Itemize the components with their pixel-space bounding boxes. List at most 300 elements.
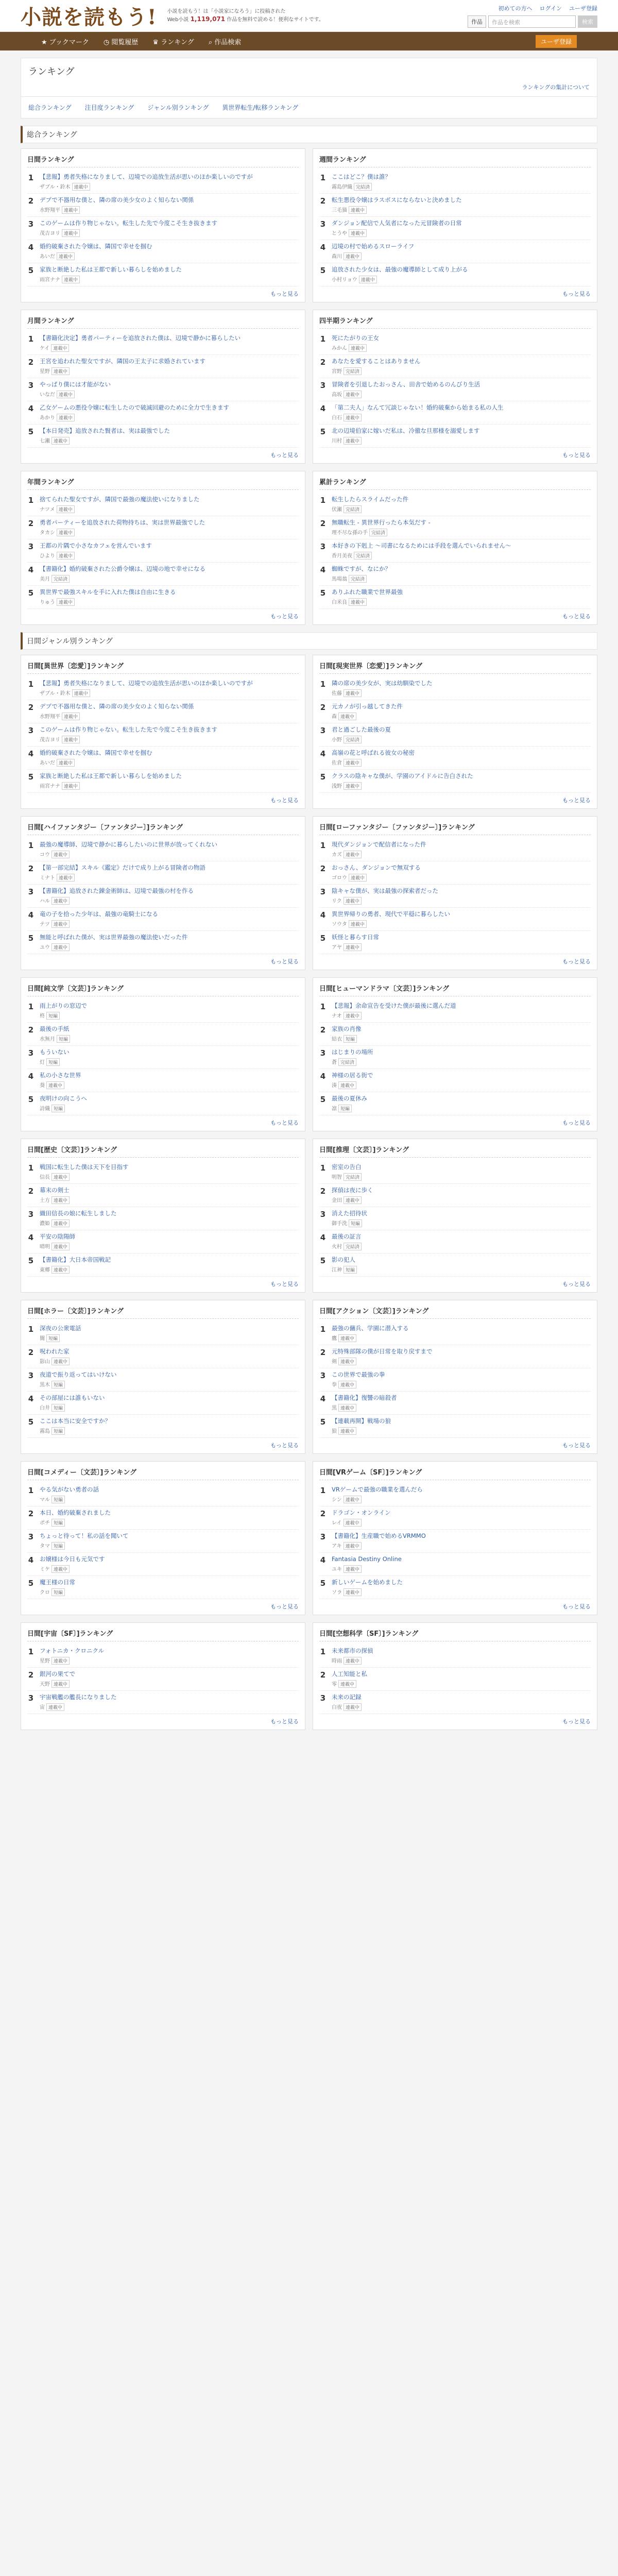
rank-number: 3 xyxy=(28,542,34,551)
status-badge: 連載中 xyxy=(344,1657,362,1665)
author-link[interactable]: 黒 xyxy=(332,1405,337,1411)
novel-title-link[interactable]: 転生したらスライムだった件 xyxy=(332,496,409,503)
ranking-tabs xyxy=(21,97,597,118)
author-link[interactable]: 影山 xyxy=(40,1359,50,1365)
novel-title-link[interactable]: 【連載再開】戦場の狼 xyxy=(332,1417,391,1425)
author-link[interactable]: レイ xyxy=(332,1520,342,1526)
author-link[interactable]: 霧島伊織 xyxy=(332,184,352,190)
more-link[interactable]: もっと見る xyxy=(562,958,591,965)
novel-title-link[interactable]: 乙女ゲームの悪役令嬢に転生したので破滅回避のために全力で生きます xyxy=(40,404,229,411)
more-link[interactable]: もっと見る xyxy=(270,1442,299,1449)
author-link[interactable]: 灯 xyxy=(40,1060,45,1065)
ranking-item xyxy=(319,1576,591,1599)
novel-title-link[interactable]: 【書籍化】復讐の暗殺者 xyxy=(332,1394,397,1401)
novel-title-link[interactable]: 神様の居る街で xyxy=(332,1072,373,1079)
author-link[interactable]: 森 xyxy=(332,714,337,720)
novel-title-link[interactable]: 妖怪と暮らす日常 xyxy=(332,934,379,941)
status-badge: 連載中 xyxy=(52,943,70,951)
author-link[interactable]: 黒木 xyxy=(40,1382,50,1388)
ranking-item xyxy=(319,677,591,700)
rank-number: 2 xyxy=(28,519,34,528)
novel-title-link[interactable]: 現代ダンジョンで配信者になった件 xyxy=(332,841,426,848)
author-link[interactable]: 美月 xyxy=(40,577,50,582)
author-link[interactable]: 馬場翁 xyxy=(332,577,347,582)
more-link[interactable]: もっと見る xyxy=(562,291,591,297)
author-link[interactable]: ザブル・鈴木 xyxy=(40,691,71,697)
novel-meta xyxy=(332,551,591,560)
author-link[interactable]: ザブル・鈴木 xyxy=(40,184,71,190)
novel-title-link[interactable]: 宇宙戦艦の艦長になりました xyxy=(40,1693,117,1701)
author-link[interactable]: テツ xyxy=(40,922,50,927)
novel-title-link[interactable]: 【書籍化】追放された錬金術師は、辺境で最強の村を作る xyxy=(40,887,194,894)
author-link[interactable]: 香月美夜 xyxy=(332,553,352,559)
novel-title-link[interactable]: 戦国に転生した僕は天下を目指す xyxy=(40,1163,129,1171)
novel-title-link[interactable]: 【本日発売】追放された賢者は、実は最強でした xyxy=(40,427,170,434)
novel-title-link[interactable]: ドラゴン・オンライン xyxy=(332,1509,391,1516)
novel-title-link[interactable]: 魔王様の日常 xyxy=(40,1579,75,1586)
rank-number: 4 xyxy=(28,1394,34,1403)
status-badge: 短編 xyxy=(52,1542,65,1550)
novel-title-link[interactable]: 元特殊部隊の僕が日常を取り戻すまで xyxy=(332,1348,433,1355)
status-badge: 完結済 xyxy=(344,1243,362,1250)
author-link[interactable]: 宮野 xyxy=(332,369,342,375)
novel-title-link[interactable]: あなたを愛することはありません xyxy=(332,358,421,365)
author-link[interactable]: ハル xyxy=(40,899,50,904)
novel-title-link[interactable]: 深夜の公衆電話 xyxy=(40,1325,81,1332)
author-link[interactable]: 白石 xyxy=(332,415,342,421)
status-badge: 連載中 xyxy=(52,1196,70,1204)
novel-title-link[interactable]: 【悲報】勇者失格になりまして、辺境での追放生活が思いのほか楽しいのですが xyxy=(40,173,253,180)
more-link[interactable]: もっと見る xyxy=(562,1603,591,1610)
rank-number: 3 xyxy=(28,1210,34,1219)
ranking-item xyxy=(27,1161,299,1184)
novel-title-link[interactable]: このゲームは作り物じゃない。転生した先で今度こそ生き抜きます xyxy=(40,219,217,227)
novel-title-link[interactable]: フォトニカ・クロニクル xyxy=(40,1647,105,1654)
ranking-item xyxy=(27,1668,299,1691)
more-link[interactable]: もっと見る xyxy=(270,291,299,297)
novel-title-link[interactable]: 夜道で振り返ってはいけない xyxy=(40,1371,117,1378)
author-link[interactable]: タマ xyxy=(40,1544,50,1549)
author-link[interactable]: 詩織 xyxy=(40,1106,50,1112)
author-link[interactable]: ミナト xyxy=(40,875,55,881)
author-link[interactable]: 伏瀬 xyxy=(332,507,342,513)
novel-title-link[interactable]: 「第二夫人」なんて冗談じゃない！婚約破棄から始まる私の人生 xyxy=(332,404,504,411)
status-badge: 連載中 xyxy=(359,276,377,283)
novel-title-link[interactable]: 君と過ごした最後の夏 xyxy=(332,726,391,733)
novel-title-link[interactable]: 【書籍化】生産職で始めるVRMMO xyxy=(332,1532,426,1539)
status-badge: 連載中 xyxy=(52,437,70,445)
author-link[interactable]: 三毛猫 xyxy=(332,208,347,213)
author-link[interactable]: ナオ xyxy=(332,1013,342,1019)
author-link[interactable]: とうや xyxy=(332,231,347,236)
novel-meta xyxy=(332,436,591,445)
link-beginners[interactable]: 初めての方へ xyxy=(498,5,533,12)
novel-title-link[interactable]: 王都の片隅で小さなカフェを営んでいます xyxy=(40,542,152,549)
author-link[interactable]: 拳 xyxy=(332,1382,337,1388)
author-link[interactable]: カズ xyxy=(332,852,342,858)
novel-title-link[interactable]: Fantasia Destiny Online xyxy=(332,1555,402,1563)
novel-meta xyxy=(40,920,299,928)
novel-title-link[interactable]: ダンジョン配信で人気者になった元冒険者の日常 xyxy=(332,219,462,227)
novel-title-link[interactable]: 最強の魔導師、辺境で静かに暮らしたいのに世界が放ってくれない xyxy=(40,841,217,848)
novel-meta xyxy=(332,206,591,214)
novel-title-link[interactable]: 呪われた家 xyxy=(40,1348,70,1355)
novel-title-link[interactable]: デブで不器用な僕と、隣の席の美少女のよく知らない関係 xyxy=(40,196,194,204)
author-link[interactable]: 湊 xyxy=(332,1083,337,1089)
novel-title-link[interactable]: 最後の手紙 xyxy=(40,1025,70,1032)
novel-title-link[interactable]: 【悲報】勇者失格になりまして、辺境での追放生活が思いのほか楽しいのですが xyxy=(40,680,253,687)
author-link[interactable]: ユキ xyxy=(332,1567,342,1572)
author-link[interactable]: ポチ xyxy=(40,1520,50,1526)
novel-title-link[interactable]: 家族と断絶した私は王都で新しい暮らしを始めました xyxy=(40,772,182,779)
rank-number: 5 xyxy=(320,1417,326,1427)
novel-meta xyxy=(332,1680,591,1688)
novel-title-link[interactable]: 幕末の剣士 xyxy=(40,1187,70,1194)
author-link[interactable]: 理不尽な孫の手 xyxy=(332,530,368,536)
novel-title-link[interactable]: 竜の子を拾った少年は、最強の竜騎士になる xyxy=(40,910,158,918)
author-link[interactable]: ミケ xyxy=(40,1567,50,1572)
author-link[interactable]: あいだ xyxy=(40,254,55,260)
novel-title-link[interactable]: 蜘蛛ですが、なにか？ xyxy=(332,565,391,572)
novel-title-link[interactable]: 元カノが引っ越してきた件 xyxy=(332,703,403,710)
author-link[interactable]: 零 xyxy=(332,1682,337,1687)
author-link[interactable]: 水野翔平 xyxy=(40,714,60,720)
novel-title-link[interactable]: やる気がない勇者の話 xyxy=(40,1486,99,1493)
author-link[interactable]: 剣 xyxy=(332,1359,337,1365)
novel-title-link[interactable]: 婚約破棄された令嬢は、隣国で幸せを掴む xyxy=(40,243,152,250)
status-badge: 連載中 xyxy=(344,252,362,260)
author-link[interactable]: シン xyxy=(332,1497,342,1503)
novel-title-link[interactable]: 織田信長の娘に転生しました xyxy=(40,1210,117,1217)
author-link[interactable]: 星野 xyxy=(40,369,50,375)
author-link[interactable]: 結衣 xyxy=(332,1037,342,1042)
author-link[interactable]: マル xyxy=(40,1497,50,1503)
novel-meta xyxy=(332,943,591,951)
rank-number: 4 xyxy=(320,1072,326,1081)
author-link[interactable]: ソラ xyxy=(332,1590,342,1596)
ranking-item xyxy=(27,332,299,355)
novel-title-link[interactable]: 勇者パーティーを追放された荷物持ちは、実は世界最強でした xyxy=(40,519,205,526)
nav-search[interactable]: ⌕ 作品検索 xyxy=(208,38,242,46)
ranking-item xyxy=(27,1553,299,1576)
novel-meta xyxy=(332,1357,591,1365)
novel-title-link[interactable]: 新しいゲームを始めました xyxy=(332,1579,403,1586)
novel-title-link[interactable]: 王宮を追われた聖女ですが、隣国の王太子に求婚されています xyxy=(40,358,205,365)
author-link[interactable]: りゅう xyxy=(40,600,55,605)
novel-title-link[interactable]: 冒険者を引退したおっさん、田舎で始めるのんびり生活 xyxy=(332,381,480,388)
author-link[interactable]: 白井 xyxy=(40,1405,50,1411)
author-link[interactable]: 明智 xyxy=(332,1175,342,1180)
novel-title-link[interactable]: 【書籍化】婚約破棄された公爵令嬢は、辺境の地で幸せになる xyxy=(40,565,205,572)
novel-title-link[interactable]: 【書籍化】大日本帝国戦記 xyxy=(40,1256,111,1263)
novel-title-link[interactable]: 密室の告白 xyxy=(332,1163,362,1171)
author-link[interactable]: 宙 xyxy=(40,1705,45,1710)
author-link[interactable]: 金田 xyxy=(332,1198,342,1204)
author-link[interactable]: アキ xyxy=(332,1544,342,1549)
novel-title-link[interactable]: もういない xyxy=(40,1048,70,1056)
novel-title-link[interactable]: 本好きの下剋上 〜司書になるためには手段を選んでいられません〜 xyxy=(332,542,511,549)
more-link[interactable]: もっと見る xyxy=(270,797,299,804)
more-link[interactable]: もっと見る xyxy=(270,1718,299,1725)
author-link[interactable]: 東郷 xyxy=(40,1267,50,1273)
search-input[interactable]: 作品を検索 xyxy=(488,15,576,28)
site-logo[interactable]: 小説を読もう! xyxy=(21,5,157,29)
author-link[interactable]: 御手洗 xyxy=(332,1221,347,1227)
novel-title-link[interactable]: 異世界で最強スキルを手に入れた僕は自由に生きる xyxy=(40,588,176,596)
novel-title-link[interactable]: 無職転生 - 異世界行ったら本気だす - xyxy=(332,519,431,526)
novel-meta xyxy=(332,275,591,283)
novel-title-link[interactable]: 【第一部完結】スキル《鑑定》だけで成り上がる冒険者の物語 xyxy=(40,864,205,871)
author-link[interactable]: 蒼 xyxy=(332,1060,337,1065)
status-badge: 短編 xyxy=(52,1427,65,1435)
more-link[interactable]: もっと見る xyxy=(562,1718,591,1725)
ranking-item xyxy=(27,1345,299,1368)
author-link[interactable]: 凛 xyxy=(332,1106,337,1112)
novel-title-link[interactable]: 追放された少女は、最強の魔導師として成り上がる xyxy=(332,266,468,273)
author-link[interactable]: 天野 xyxy=(40,1682,50,1687)
ranking-item xyxy=(319,723,591,747)
author-link[interactable]: 茂吉ヨリ xyxy=(40,737,60,743)
author-link[interactable]: 雨宮ナナ xyxy=(40,277,60,283)
rank-number: 3 xyxy=(320,726,326,735)
novel-meta xyxy=(40,1081,299,1089)
author-link[interactable]: 土方 xyxy=(40,1198,50,1204)
status-badge: 短編 xyxy=(349,1219,362,1227)
status-badge: 連載中 xyxy=(344,1012,362,1020)
tab-overall[interactable]: 総合ランキング xyxy=(28,104,72,111)
more-link[interactable]: もっと見る xyxy=(270,1120,299,1126)
user-register-button[interactable]: ユーザ登録 xyxy=(536,35,577,48)
rank-number: 3 xyxy=(28,381,34,390)
author-link[interactable]: 葵 xyxy=(40,1083,45,1089)
page-header xyxy=(21,58,597,97)
author-link[interactable]: ユウ xyxy=(40,945,50,951)
rank-number: 4 xyxy=(320,910,326,920)
more-link[interactable]: もっと見る xyxy=(562,613,591,620)
author-link[interactable]: 小村リョウ xyxy=(332,277,357,283)
novel-title-link[interactable]: この世界で最強の拳 xyxy=(332,1371,385,1378)
more-link[interactable]: もっと見る xyxy=(562,1442,591,1449)
novel-title-link[interactable]: 無能と呼ばれた僕が、実は世界最強の魔法使いだった件 xyxy=(40,934,188,941)
ranking-item xyxy=(27,700,299,723)
nav-history[interactable]: ◷ 閲覧履歴 xyxy=(103,38,139,46)
novel-title-link[interactable]: ちょっと待って！私の話を聞いて xyxy=(40,1532,129,1539)
author-link[interactable]: ケイ xyxy=(40,346,50,351)
novel-title-link[interactable]: はじまりの場所 xyxy=(332,1048,373,1056)
tab-isekai[interactable]: 異世界転生/転移ランキング xyxy=(222,104,299,111)
status-badge: 連載中 xyxy=(349,344,367,352)
rank-number: 1 xyxy=(28,173,34,182)
novel-title-link[interactable]: 最強の傭兵、学園に潜入する xyxy=(332,1325,409,1332)
author-link[interactable]: 七瀬 xyxy=(40,438,50,444)
novel-meta xyxy=(332,252,591,260)
author-link[interactable]: 雨宮ナナ xyxy=(40,784,60,789)
more-link[interactable]: もっと見る xyxy=(270,1281,299,1287)
author-link[interactable]: 信長 xyxy=(40,1175,50,1180)
novel-meta xyxy=(332,920,591,928)
author-link[interactable]: 川村 xyxy=(332,438,342,444)
novel-title-link[interactable]: 陰キャな僕が、実は最強の探索者だった xyxy=(332,887,438,894)
more-link[interactable]: もっと見る xyxy=(562,1120,591,1126)
rank-number: 2 xyxy=(28,703,34,712)
rank-number: 1 xyxy=(28,841,34,850)
novel-title-link[interactable]: おっさん、ダンジョンで無双する xyxy=(332,864,421,871)
novel-title-link[interactable]: 平安の陰陽師 xyxy=(40,1233,75,1240)
author-link[interactable]: あかり xyxy=(40,415,55,421)
novel-title-link[interactable]: 夜明けの向こうへ xyxy=(40,1095,87,1102)
novel-title-link[interactable]: 本日、婚約破棄されました xyxy=(40,1509,111,1516)
author-link[interactable]: 白米良 xyxy=(332,600,347,605)
author-link[interactable]: みかん xyxy=(332,346,347,351)
author-link[interactable]: 濃姫 xyxy=(40,1221,50,1227)
author-link[interactable]: 高坂 xyxy=(332,392,342,398)
novel-meta xyxy=(40,1058,299,1066)
novel-title-link[interactable]: 最後の証言 xyxy=(332,1233,362,1240)
novel-title-link[interactable]: ここは本当に安全ですか？ xyxy=(40,1417,111,1425)
novel-title-link[interactable]: 雨上がりの窓辺で xyxy=(40,1002,87,1009)
novel-meta xyxy=(332,1427,591,1435)
author-link[interactable]: 星野 xyxy=(40,1658,50,1664)
search-button[interactable]: 検索 xyxy=(578,15,597,28)
status-badge: 連載中 xyxy=(349,920,367,928)
author-link[interactable]: ソウタ xyxy=(332,922,347,927)
author-link[interactable]: 森川 xyxy=(332,254,342,260)
novel-title-link[interactable]: 高嶺の花と呼ばれる彼女の秘密 xyxy=(332,749,415,756)
status-badge: 連載中 xyxy=(72,689,90,697)
rank-number: 1 xyxy=(320,1002,326,1011)
author-link[interactable]: 闇 xyxy=(40,1336,45,1342)
novel-meta xyxy=(332,528,591,536)
status-badge: 完結済 xyxy=(344,736,362,743)
rank-number: 5 xyxy=(320,1095,326,1104)
novel-title-link[interactable]: 捨てられた聖女ですが、隣国で最強の魔法使いになりました xyxy=(40,496,200,503)
author-link[interactable]: 鷹 xyxy=(332,1336,337,1342)
novel-title-link[interactable]: 辺境の村で始めるスローライフ xyxy=(332,243,415,250)
novel-title-link[interactable]: 家族の肖像 xyxy=(332,1025,362,1032)
author-link[interactable]: アヤ xyxy=(332,945,342,951)
rank-number: 4 xyxy=(320,1394,326,1403)
author-link[interactable]: 江神 xyxy=(332,1267,342,1273)
novel-title-link[interactable]: このゲームは作り物じゃない。転生した先で今度こそ生き抜きます xyxy=(40,726,217,733)
novel-title-link[interactable]: 未来都市の探偵 xyxy=(332,1647,373,1654)
status-badge: 連載中 xyxy=(52,1173,70,1181)
novel-title-link[interactable]: 婚約破棄された令嬢は、隣国で幸せを掴む xyxy=(40,749,152,756)
author-link[interactable]: いなだ xyxy=(40,392,55,398)
novel-title-link[interactable]: 影の犯人 xyxy=(332,1256,355,1263)
novel-title-link[interactable]: 【悲報】余命宣告を受けた僕が最後に選んだ道 xyxy=(332,1002,456,1009)
author-link[interactable]: 霧島 xyxy=(40,1429,50,1434)
author-link[interactable]: ゴロウ xyxy=(332,875,347,881)
author-link[interactable]: ナツメ xyxy=(40,507,55,513)
author-link[interactable]: 佐藤 xyxy=(332,691,342,697)
novel-title-link[interactable]: VRゲームで最強の職業を選んだら xyxy=(332,1486,423,1493)
more-link[interactable]: もっと見る xyxy=(562,797,591,804)
more-link[interactable]: もっと見る xyxy=(270,613,299,620)
novel-title-link[interactable]: 死にたがりの王女 xyxy=(332,334,379,342)
author-link[interactable]: 柊 xyxy=(40,1013,45,1019)
status-badge: 連載中 xyxy=(344,391,362,398)
novel-title-link[interactable]: 北の辺境伯家に嫁いだ私は、冷徹な旦那様を溺愛します xyxy=(332,427,480,434)
novel-title-link[interactable]: 異世界帰りの勇者、現代で平穏に暮らしたい xyxy=(332,910,450,918)
tab-genre[interactable]: ジャンル別ランキング xyxy=(147,104,209,111)
author-link[interactable]: 茂吉ヨリ xyxy=(40,231,60,236)
link-login[interactable]: ログイン xyxy=(539,5,562,12)
novel-title-link[interactable]: 転生悪役令嬢はラスボスにならないと決めました xyxy=(332,196,462,204)
author-link[interactable]: 晴明 xyxy=(40,1244,50,1250)
more-link[interactable]: もっと見る xyxy=(270,1603,299,1610)
status-badge: 完結済 xyxy=(369,529,387,536)
author-link[interactable]: 浅野 xyxy=(332,784,342,789)
novel-title-link[interactable]: 探偵は夜に歩く xyxy=(332,1187,373,1194)
novel-title-link[interactable]: 人工知能と私 xyxy=(332,1670,367,1677)
novel-title-link[interactable]: 隣の席の美少女が、実は幼馴染でした xyxy=(332,680,433,687)
status-badge: 短編 xyxy=(57,1035,70,1043)
search-type-select[interactable]: 作品 xyxy=(468,15,486,28)
author-link[interactable]: 水野翔平 xyxy=(40,208,60,213)
novel-title-link[interactable]: ありふれた職業で世界最強 xyxy=(332,588,403,596)
novel-title-link[interactable]: 銀河の果てで xyxy=(40,1670,75,1677)
novel-title-link[interactable]: 【書籍化決定】勇者パーティーを追放された僕は、辺境で静かに暮らしたい xyxy=(40,334,241,342)
ranking-item xyxy=(319,885,591,908)
author-link[interactable]: 小野 xyxy=(332,737,342,743)
author-link[interactable]: リク xyxy=(332,899,342,904)
status-badge: 連載中 xyxy=(344,1565,362,1573)
novel-title-link[interactable]: 最後の夏休み xyxy=(332,1095,367,1102)
nav-bookmark[interactable]: ★ ブックマーク xyxy=(41,38,89,46)
novel-title-link[interactable]: 家族と断絶した私は王都で新しい暮らしを始めました xyxy=(40,266,182,273)
author-link[interactable]: 白夜 xyxy=(332,1705,342,1710)
nav-ranking[interactable]: ♛ ランキング xyxy=(152,38,194,46)
novel-title-link[interactable]: ここはどこ？僕は誰？ xyxy=(332,173,391,180)
novel-title-link[interactable]: 消えた招待状 xyxy=(332,1210,367,1217)
author-link[interactable]: あいだ xyxy=(40,760,55,766)
rank-number: 2 xyxy=(320,1348,326,1357)
author-link[interactable]: クロ xyxy=(40,1590,50,1596)
novel-title-link[interactable]: クラスの陰キャな僕が、学園のアイドルに告白された xyxy=(332,772,473,779)
author-link[interactable]: 佐倉 xyxy=(332,760,342,766)
author-link[interactable]: ひより xyxy=(40,553,55,559)
more-link[interactable]: もっと見る xyxy=(562,452,591,459)
novel-title-link[interactable]: やっぱり僕には才能がない xyxy=(40,381,111,388)
rank-number: 3 xyxy=(320,219,326,229)
status-badge: 連載中 xyxy=(344,1519,362,1527)
header-links xyxy=(499,4,597,12)
author-link[interactable]: 時雨 xyxy=(332,1658,342,1664)
ranking-item xyxy=(27,770,299,793)
ranking-panel-title: 日間[アクション〔文芸〕]ランキング xyxy=(319,1306,591,1319)
link-register[interactable]: ユーザ登録 xyxy=(569,5,597,12)
novel-title-link[interactable]: デブで不器用な僕と、隣の席の美少女のよく知らない関係 xyxy=(40,703,194,710)
novel-title-link[interactable]: 未来の記録 xyxy=(332,1693,362,1701)
rank-number: 4 xyxy=(28,1233,34,1242)
author-link[interactable]: 火村 xyxy=(332,1244,342,1250)
author-link[interactable]: 狼 xyxy=(332,1429,337,1434)
tab-attention[interactable]: 注目度ランキング xyxy=(84,104,134,111)
author-link[interactable]: タカシ xyxy=(40,530,55,536)
novel-meta xyxy=(332,758,591,767)
more-link[interactable]: もっと見る xyxy=(270,958,299,965)
rank-number: 3 xyxy=(28,1532,34,1541)
author-link[interactable]: コウ xyxy=(40,852,50,858)
author-link[interactable]: 水無月 xyxy=(40,1037,55,1042)
more-link[interactable]: もっと見る xyxy=(562,1281,591,1287)
novel-title-link[interactable]: その部屋には誰もいない xyxy=(40,1394,105,1401)
novel-title-link[interactable]: 私の小さな世界 xyxy=(40,1072,81,1079)
novel-title-link[interactable]: お嬢様は今日も元気です xyxy=(40,1555,105,1563)
more-link[interactable]: もっと見る xyxy=(270,452,299,459)
ranking-item xyxy=(319,1046,591,1069)
ranking-about-link[interactable]: ランキングの集計について xyxy=(522,84,590,91)
